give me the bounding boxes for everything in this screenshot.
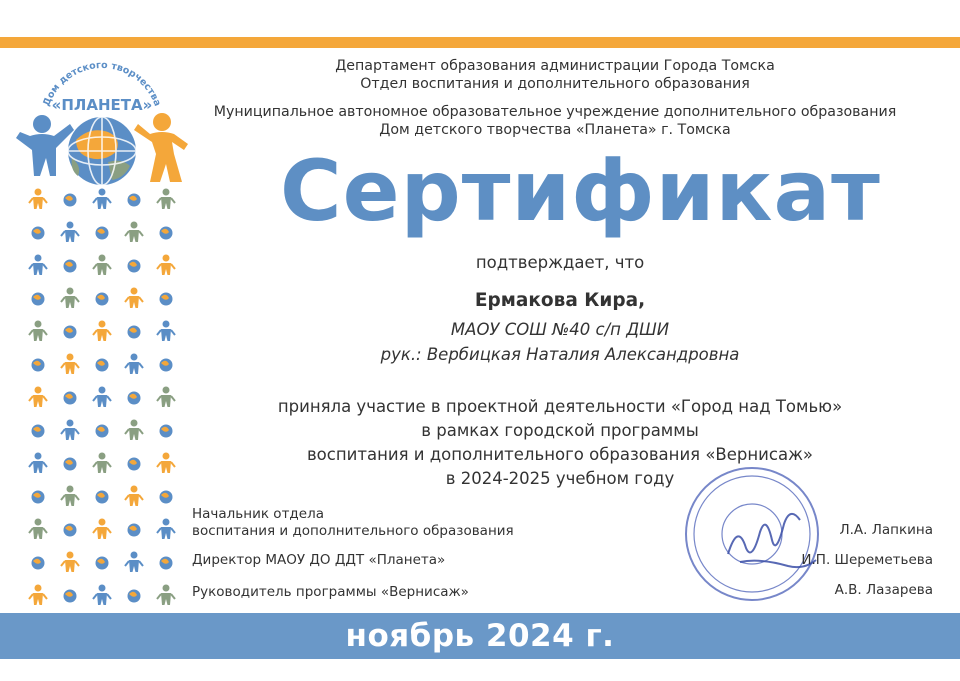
child-figure-icon: [93, 519, 111, 540]
signature-name-3: А.В. Лазарева: [834, 582, 933, 598]
child-figure-icon: [125, 354, 143, 375]
child-figure-icon: [29, 519, 47, 540]
recipient-name: Ермакова Кира,: [474, 290, 646, 311]
certificate-title: Сертификат: [280, 142, 881, 240]
small-globe-icon: [32, 425, 45, 438]
small-globe-icon: [32, 491, 45, 504]
child-figure-icon: [125, 288, 143, 309]
small-globe-icon: [96, 359, 109, 372]
issuer-header: [190, 57, 920, 139]
small-globe-icon: [64, 524, 77, 537]
small-globe-icon: [32, 227, 45, 240]
body-line-1: приняла участие в проектной деятельности «Город над Томью»: [277, 397, 843, 416]
confirms-text: подтверждает, что: [475, 253, 645, 272]
small-globe-icon: [128, 524, 141, 537]
small-globe-icon: [96, 425, 109, 438]
child-figure-icon: [29, 387, 47, 408]
body-line-3: воспитания и дополнительного образования «Вернисаж»: [306, 445, 814, 464]
small-globe-icon: [96, 557, 109, 570]
child-figure-icon: [125, 420, 143, 441]
child-figure-icon: [29, 321, 47, 342]
child-figure-icon: [61, 420, 79, 441]
small-globe-icon: [128, 260, 141, 273]
child-figure-icon: [61, 288, 79, 309]
child-figure-icon: [157, 387, 175, 408]
body-line-4: в 2024-2025 учебном году: [445, 469, 675, 488]
small-globe-icon: [160, 491, 173, 504]
child-figure-icon: [29, 585, 47, 606]
small-globe-icon: [64, 590, 77, 603]
small-globe-icon: [64, 458, 77, 471]
small-globe-icon: [160, 293, 173, 306]
child-figure-icon: [157, 519, 175, 540]
top-accent-bar: [0, 37, 960, 48]
child-figure-icon: [93, 585, 111, 606]
small-globe-icon: [32, 557, 45, 570]
signature-name-2: И.П. Шереметьева: [801, 552, 933, 568]
issue-date: ноябрь 2024 г.: [345, 618, 615, 654]
small-globe-icon: [32, 359, 45, 372]
small-globe-icon: [128, 458, 141, 471]
blue-child-icon: [16, 115, 74, 176]
logo-arc-text: Дом детского творчества: [41, 59, 163, 108]
small-globe-icon: [96, 491, 109, 504]
child-figure-icon: [93, 387, 111, 408]
small-globe-icon: [160, 425, 173, 438]
planeta-logo: [12, 54, 190, 200]
signature-title-1: Начальник отдела воспитания и дополнительного образования: [192, 506, 514, 539]
recipient-leader: рук.: Вербицкая Наталия Александровна: [380, 345, 740, 364]
footer-date-bar: [0, 613, 960, 659]
orange-child-icon: [134, 113, 188, 182]
child-figure-icon: [157, 585, 175, 606]
small-globe-icon: [160, 557, 173, 570]
small-globe-icon: [128, 326, 141, 339]
small-globe-icon: [128, 392, 141, 405]
header-department: Департамент образования администрации Города Томска: [335, 58, 775, 74]
child-figure-icon: [61, 354, 79, 375]
signature-name-1: Л.А. Лапкина: [839, 522, 933, 538]
globe-icon: [68, 117, 136, 185]
small-globe-icon: [64, 260, 77, 273]
header-division: Отдел воспитания и дополнительного образования: [360, 76, 750, 92]
child-figure-icon: [157, 453, 175, 474]
child-figure-icon: [157, 255, 175, 276]
child-figure-icon: [61, 552, 79, 573]
child-figure-icon: [29, 453, 47, 474]
child-figure-icon: [93, 453, 111, 474]
child-figure-icon: [125, 486, 143, 507]
child-figure-icon: [29, 255, 47, 276]
small-globe-icon: [160, 359, 173, 372]
child-figure-icon: [93, 255, 111, 276]
child-figure-icon: [125, 222, 143, 243]
small-globe-icon: [96, 227, 109, 240]
child-figure-icon: [93, 321, 111, 342]
child-figure-icon: [125, 552, 143, 573]
small-globe-icon: [64, 326, 77, 339]
child-figure-icon: [61, 486, 79, 507]
logo-name: «ПЛАНЕТА»: [51, 96, 153, 114]
small-globe-icon: [128, 590, 141, 603]
signature-title-2: Директор МАОУ ДО ДДТ «Планета»: [192, 552, 446, 568]
small-globe-icon: [96, 293, 109, 306]
child-figure-icon: [157, 321, 175, 342]
signature-title-3: Руководитель программы «Вернисаж»: [192, 584, 469, 600]
child-figure-icon: [61, 222, 79, 243]
body-line-2: в рамках городской программы: [421, 421, 699, 440]
small-globe-icon: [32, 293, 45, 306]
official-stamp: [680, 462, 830, 612]
small-globe-icon: [160, 227, 173, 240]
recipient-school: МАОУ СОШ №40 с/п ДШИ: [450, 320, 670, 339]
small-globe-icon: [64, 392, 77, 405]
header-house: Дом детского творчества «Планета» г. Томска: [379, 122, 731, 138]
header-institution: Муниципальное автономное образовательное учреждение дополнительного образования: [213, 104, 897, 120]
